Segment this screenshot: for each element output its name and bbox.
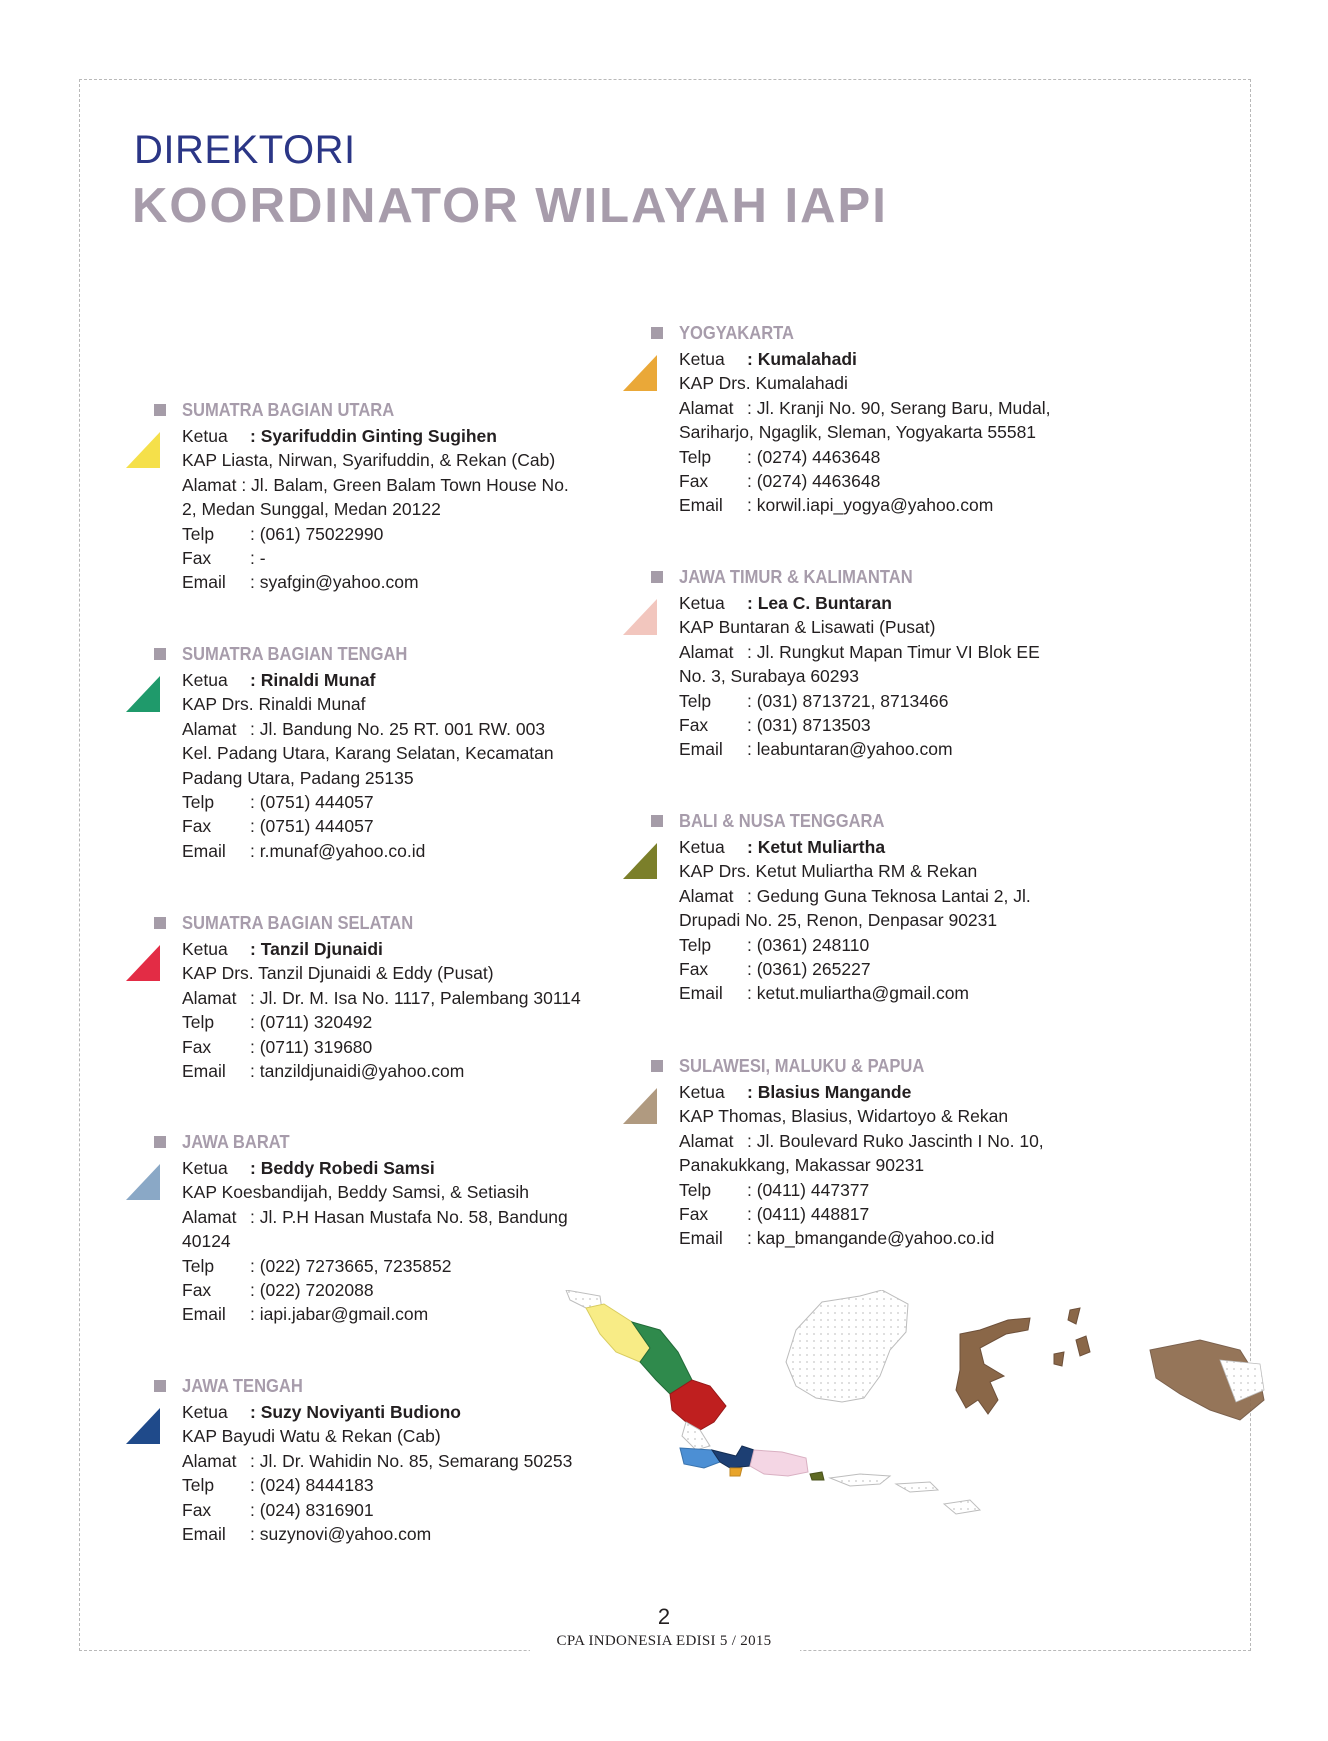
address-line-1: : Jl. Bandung No. 25 RT. 001 RW. 003 [250, 718, 546, 739]
fax-label: Fax [679, 471, 709, 492]
fax-value: : (0411) 448817 [747, 1204, 870, 1225]
address-line-1: : Jl. Rungkut Mapan Timur VI Blok EE [747, 641, 1040, 662]
telp-label: Telp [182, 523, 215, 544]
bullet-square-icon [651, 815, 663, 827]
telp-value: : (022) 7273665, 7235852 [250, 1255, 452, 1276]
indonesia-map [560, 1290, 1280, 1590]
bullet-square-icon [154, 404, 166, 416]
telp-label: Telp [679, 690, 712, 711]
region-color-triangle-icon [623, 599, 657, 635]
email-value: : ketut.muliartha@gmail.com [747, 983, 970, 1004]
address-line-1: : Jl. Boulevard Ruko Jascinth I No. 10, [747, 1130, 1044, 1151]
fax-label: Fax [679, 959, 709, 980]
region-name: YOGYAKARTA [679, 323, 795, 343]
page-number: 2 [657, 1604, 671, 1629]
fax-label: Fax [679, 715, 709, 736]
map-sulawesi [956, 1318, 1030, 1414]
telp-value: : (031) 8713721, 8713466 [747, 690, 949, 711]
fax-value: : (0274) 4463648 [747, 471, 881, 492]
kap-name: KAP Bayudi Watu & Rekan (Cab) [182, 1426, 441, 1447]
alamat-label: Alamat [182, 1450, 237, 1471]
ketua-label: Ketua [679, 593, 725, 613]
kap-name: KAP Drs. Kumalahadi [679, 373, 848, 394]
triangle-shape [126, 676, 160, 712]
kap-name: KAP Drs. Tanzil Djunaidi & Eddy (Pusat) [182, 963, 494, 984]
alamat-label: Alamat [679, 885, 734, 906]
ketua-name: : Suzy Noviyanti Budiono [250, 1402, 461, 1422]
ketua-label: Ketua [182, 1158, 228, 1178]
email-label: Email [679, 739, 723, 760]
address-line-3: Padang Utara, Padang 25135 [182, 767, 414, 788]
map-bali [810, 1472, 824, 1480]
kap-name: KAP Koesbandijah, Beddy Samsi, & Setiasih [182, 1182, 529, 1203]
region-name: SUMATRA BAGIAN UTARA [182, 400, 395, 420]
kap-name: KAP Liasta, Nirwan, Syarifuddin, & Rekan (Cab) [182, 450, 556, 471]
region-name: JAWA BARAT [182, 1132, 290, 1152]
kap-name: KAP Drs. Rinaldi Munaf [182, 694, 366, 715]
telp-label: Telp [679, 446, 712, 467]
ketua-label: Ketua [679, 349, 725, 369]
triangle-shape [623, 1088, 657, 1124]
telp-value: : (0361) 248110 [747, 934, 870, 955]
alamat-label: Alamat [679, 1130, 734, 1151]
fax-label: Fax [182, 1036, 212, 1057]
alamat-label: Alamat [182, 1206, 237, 1227]
telp-label: Telp [182, 1475, 215, 1496]
fax-value: : (022) 7202088 [250, 1280, 374, 1301]
map-kalimantan [786, 1290, 908, 1402]
region-color-triangle-icon [126, 945, 160, 981]
bullet-square-icon [154, 1136, 166, 1148]
telp-value: : (024) 8444183 [250, 1475, 374, 1496]
publication-footer: CPA INDONESIA EDISI 5 / 2015 [556, 1633, 772, 1649]
fax-label: Fax [182, 816, 212, 837]
region-color-triangle-icon [623, 843, 657, 879]
kap-name: KAP Drs. Ketut Muliartha RM & Rekan [679, 861, 978, 882]
bullet-square-icon [154, 648, 166, 660]
telp-label: Telp [679, 934, 712, 955]
ketua-label: Ketua [182, 670, 228, 690]
ketua-name: : Syarifuddin Ginting Sugihen [250, 426, 497, 446]
fax-label: Fax [182, 548, 212, 569]
alamat-label: Alamat [679, 641, 734, 662]
map-yogyakarta [730, 1468, 742, 1476]
region-color-triangle-icon [126, 432, 160, 468]
triangle-shape [126, 1164, 160, 1200]
fax-value: : (0711) 319680 [250, 1036, 373, 1057]
address-line-1: Alamat : Jl. Balam, Green Balam Town House No. [182, 474, 569, 495]
triangle-shape [126, 945, 160, 981]
alamat-label: Alamat [182, 718, 237, 739]
email-value: : kap_bmangande@yahoo.co.id [747, 1228, 995, 1249]
region-name: SULAWESI, MALUKU & PAPUA [679, 1056, 925, 1076]
triangle-shape [623, 599, 657, 635]
telp-label: Telp [182, 1255, 215, 1276]
ketua-name: : Beddy Robedi Samsi [250, 1158, 435, 1178]
map-nusa-tenggara [830, 1474, 980, 1514]
region-name: SUMATRA BAGIAN TENGAH [182, 644, 408, 664]
ketua-label: Ketua [679, 1082, 725, 1102]
region-name: BALI & NUSA TENGGARA [679, 811, 885, 831]
email-label: Email [182, 840, 226, 861]
telp-label: Telp [182, 1012, 215, 1033]
fax-label: Fax [182, 1280, 212, 1301]
fax-value: : (0751) 444057 [250, 816, 374, 837]
triangle-shape [623, 843, 657, 879]
region-color-triangle-icon [126, 1164, 160, 1200]
telp-value: : (0751) 444057 [250, 792, 374, 813]
map-jawa-tengah [712, 1446, 754, 1468]
region-name: SUMATRA BAGIAN SELATAN [182, 913, 414, 933]
telp-label: Telp [182, 792, 215, 813]
email-label: Email [182, 1524, 226, 1545]
email-value: : syafgin@yahoo.com [250, 572, 419, 593]
email-label: Email [679, 495, 723, 516]
ketua-label: Ketua [182, 426, 228, 446]
fax-value: : - [250, 548, 266, 569]
telp-value: : (061) 75022990 [250, 523, 384, 544]
email-value: : iapi.jabar@gmail.com [250, 1304, 429, 1325]
region-color-triangle-icon [126, 676, 160, 712]
email-value: : korwil.iapi_yogya@yahoo.com [747, 495, 994, 516]
email-label: Email [182, 1304, 226, 1325]
map-jawa-timur [750, 1450, 808, 1476]
fax-value: : (0361) 265227 [747, 959, 871, 980]
telp-value: : (0411) 447377 [747, 1179, 870, 1200]
alamat-label: Alamat [182, 987, 237, 1008]
page-subtitle: DIREKTORI [134, 128, 356, 172]
ketua-name: : Ketut Muliartha [747, 837, 886, 857]
ketua-label: Ketua [182, 1402, 228, 1422]
email-value: : tanzildjunaidi@yahoo.com [250, 1061, 465, 1082]
bullet-square-icon [154, 1380, 166, 1392]
email-label: Email [182, 572, 226, 593]
email-label: Email [679, 983, 723, 1004]
region-name: JAWA TIMUR & KALIMANTAN [679, 567, 913, 587]
kap-name: KAP Thomas, Blasius, Widartoyo & Rekan [679, 1106, 1009, 1127]
address-line-1: : Jl. Dr. M. Isa No. 1117, Palembang 30114 [250, 987, 581, 1008]
fax-value: : (031) 8713503 [747, 715, 871, 736]
address-line-1: : Gedung Guna Teknosa Lantai 2, Jl. [747, 885, 1031, 906]
bullet-square-icon [154, 917, 166, 929]
email-value: : r.munaf@yahoo.co.id [250, 840, 426, 861]
ketua-name: : Rinaldi Munaf [250, 670, 376, 690]
address-line-1: : Jl. Dr. Wahidin No. 85, Semarang 50253 [250, 1450, 573, 1471]
triangle-shape [623, 355, 657, 391]
address-line-2: Panakukkang, Makassar 90231 [679, 1155, 925, 1176]
triangle-shape [126, 432, 160, 468]
ketua-name: : Kumalahadi [747, 349, 857, 369]
fax-label: Fax [182, 1499, 212, 1520]
email-label: Email [182, 1061, 226, 1082]
map-maluku [1054, 1308, 1090, 1366]
ketua-name: : Blasius Mangande [747, 1082, 912, 1102]
address-line-2: Kel. Padang Utara, Karang Selatan, Kecamatan [182, 743, 554, 764]
address-line-1: : Jl. Kranji No. 90, Serang Baru, Mudal, [747, 397, 1051, 418]
address-line-2: Sariharjo, Ngaglik, Sleman, Yogyakarta 55581 [679, 422, 1037, 443]
telp-label: Telp [679, 1179, 712, 1200]
bullet-square-icon [651, 327, 663, 339]
telp-value: : (0274) 4463648 [747, 446, 881, 467]
region-color-triangle-icon [126, 1408, 160, 1444]
alamat-label: Alamat [679, 397, 734, 418]
telp-value: : (0711) 320492 [250, 1012, 373, 1033]
ketua-label: Ketua [182, 939, 228, 959]
kap-name: KAP Buntaran & Lisawati (Pusat) [679, 617, 936, 638]
address-line-2: Drupadi No. 25, Renon, Denpasar 90231 [679, 910, 998, 931]
ketua-name: : Lea C. Buntaran [747, 593, 892, 613]
region-color-triangle-icon [623, 1088, 657, 1124]
address-line-2: 2, Medan Sunggal, Medan 20122 [182, 499, 441, 520]
triangle-shape [126, 1408, 160, 1444]
address-line-1: : Jl. P.H Hasan Mustafa No. 58, Bandung [250, 1206, 568, 1227]
email-value: : suzynovi@yahoo.com [250, 1524, 432, 1545]
fax-value: : (024) 8316901 [250, 1499, 374, 1520]
bullet-square-icon [651, 1060, 663, 1072]
address-line-2: 40124 [182, 1231, 231, 1252]
ketua-label: Ketua [679, 837, 725, 857]
email-value: : leabuntaran@yahoo.com [747, 739, 953, 760]
region-color-triangle-icon [623, 355, 657, 391]
address-line-2: No. 3, Surabaya 60293 [679, 666, 859, 687]
region-name: JAWA TENGAH [182, 1376, 303, 1396]
page-title: KOORDINATOR WILAYAH IAPI [132, 179, 888, 233]
ketua-name: : Tanzil Djunaidi [250, 939, 383, 959]
email-label: Email [679, 1228, 723, 1249]
fax-label: Fax [679, 1204, 709, 1225]
bullet-square-icon [651, 571, 663, 583]
